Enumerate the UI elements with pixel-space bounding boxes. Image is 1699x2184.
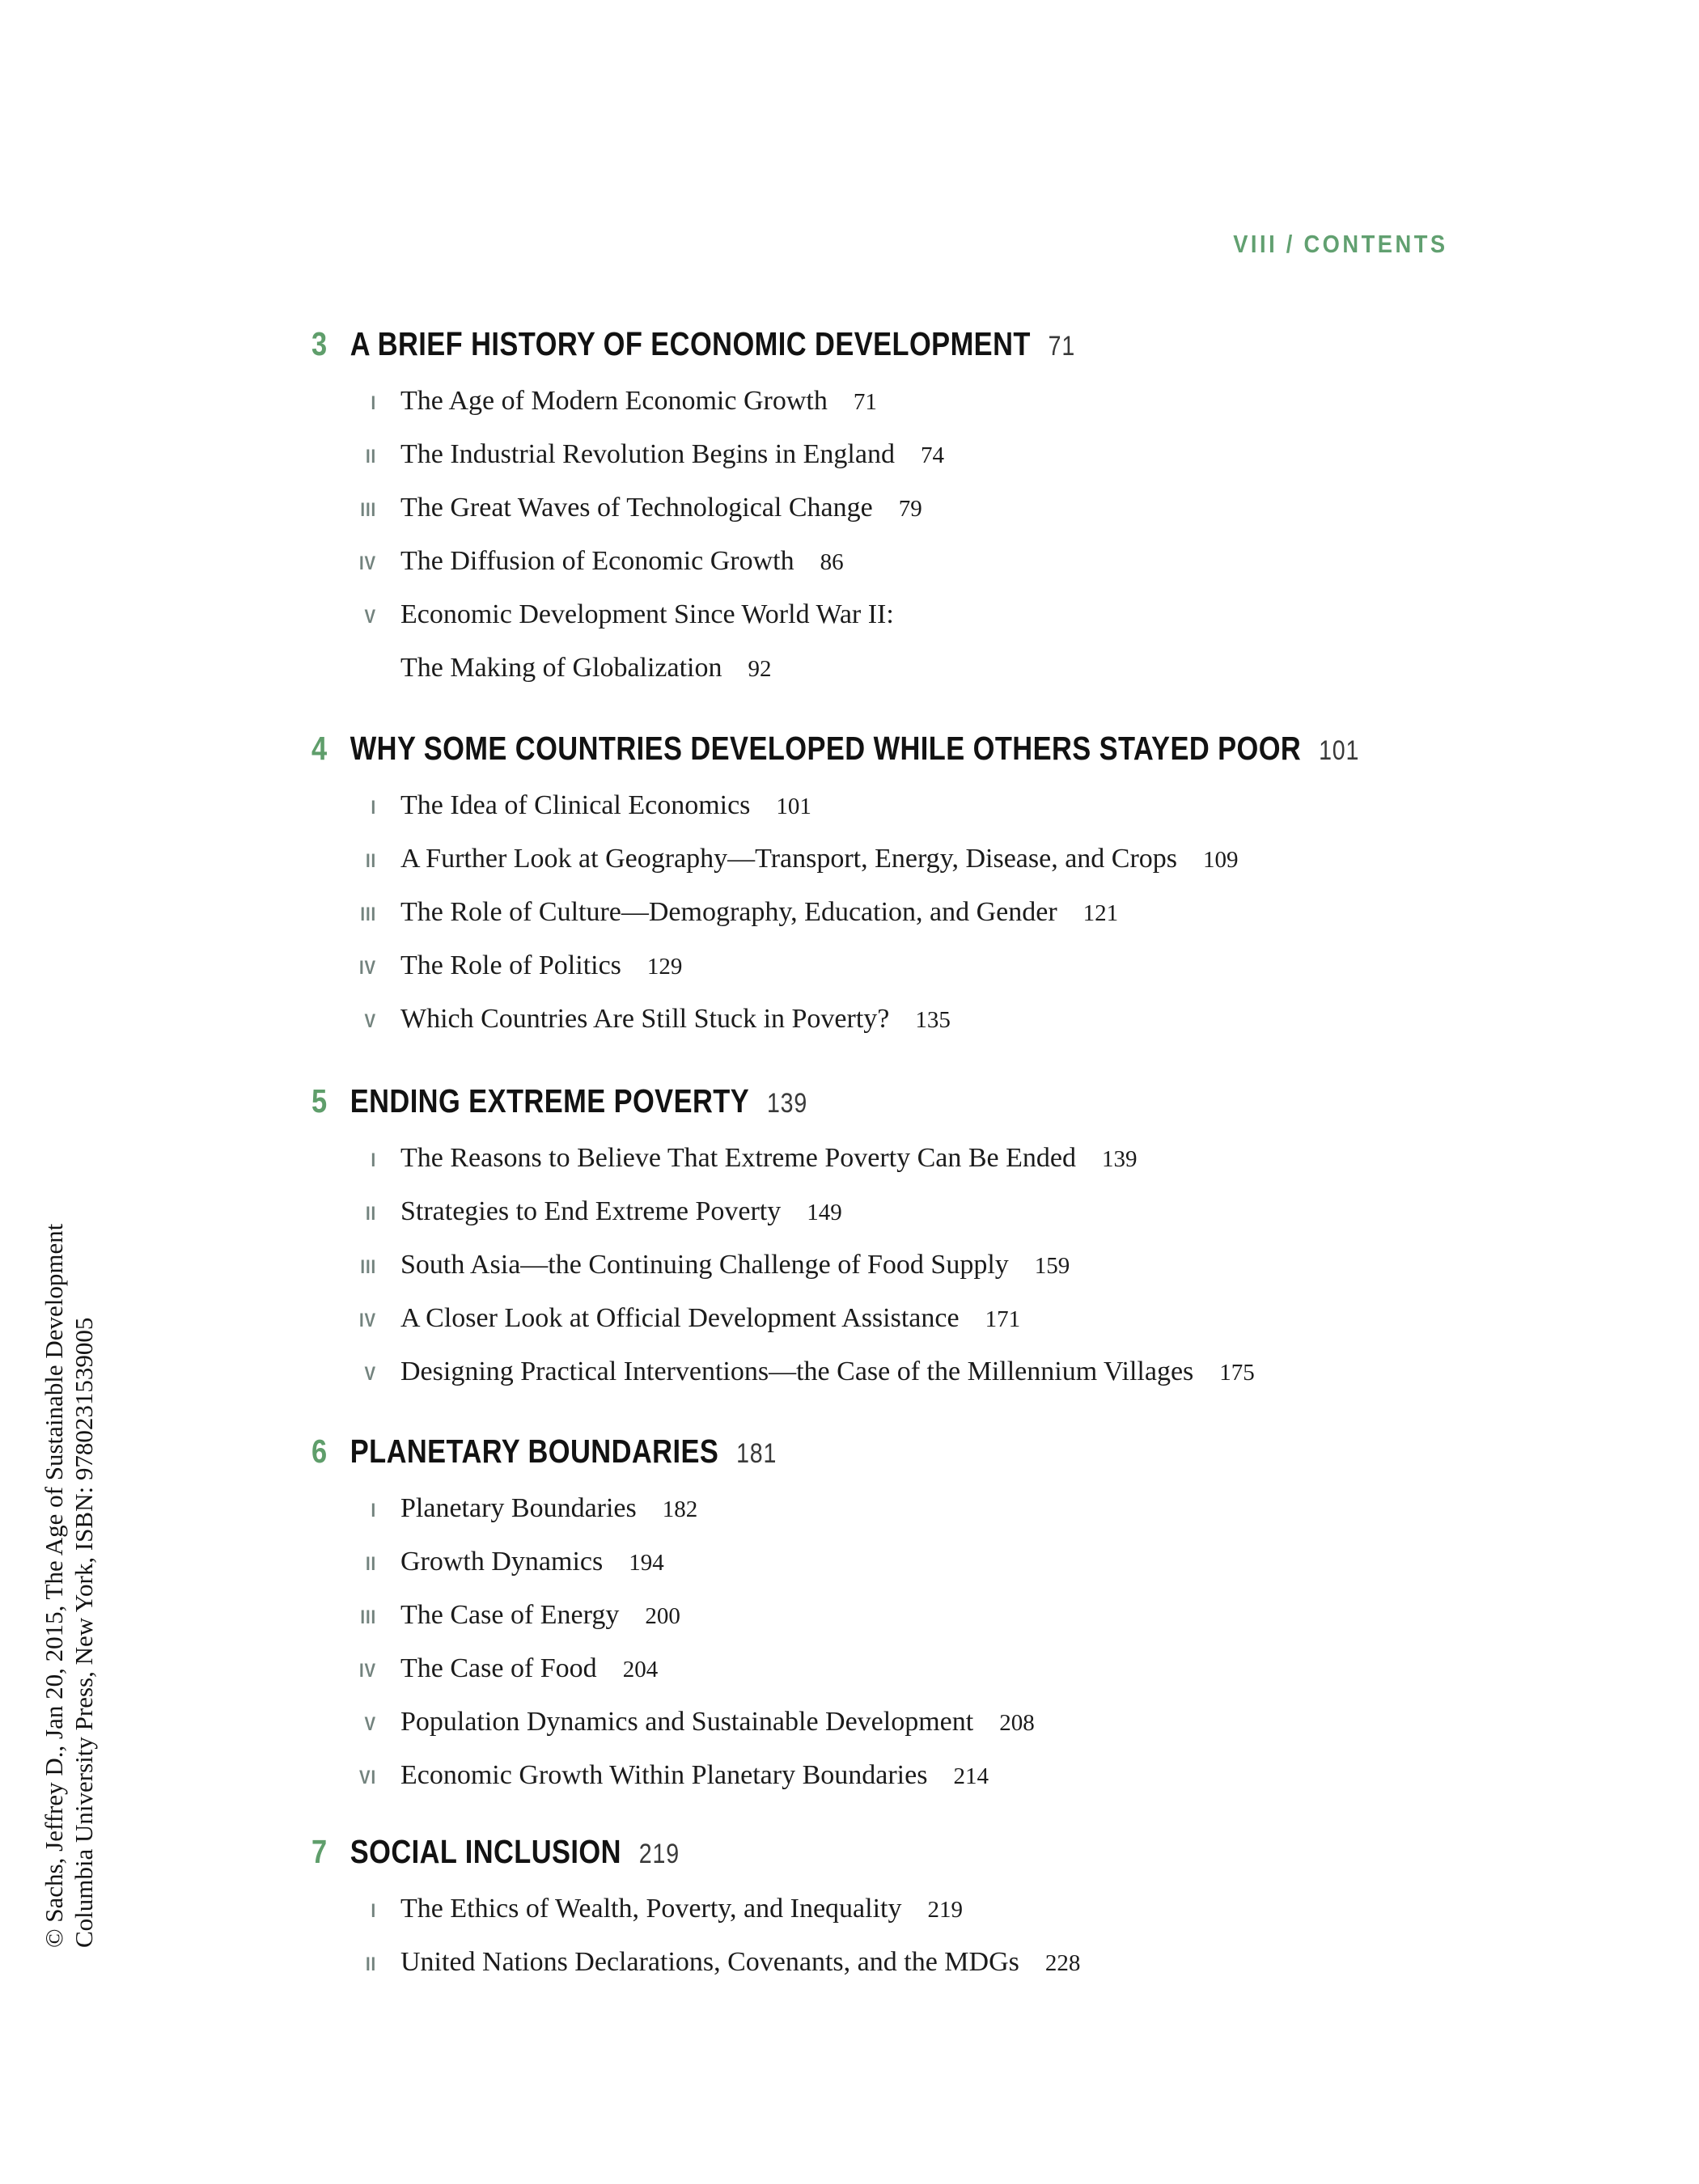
toc-item: [311, 1600, 1574, 1632]
sidebar-copyright: [39, 1224, 99, 1948]
running-head-separator: /: [1286, 230, 1296, 258]
item-title: The Case of Food: [400, 1653, 597, 1683]
chapter-heading: [311, 730, 1371, 769]
item-title: The Role of Culture—Demography, Education, and Gender: [400, 897, 1057, 927]
item-numeral: I: [371, 392, 376, 414]
item-numeral: II: [365, 1203, 376, 1225]
item-title: Which Countries Are Still Stuck in Poverty?: [400, 1004, 890, 1034]
item-page-number: 74: [920, 442, 944, 468]
running-head-title: CONTENTS: [1303, 230, 1448, 258]
item-page-number: 208: [999, 1710, 1035, 1736]
sidebar-copyright-line2: Columbia University Press, New York, ISBN: 9780231539005: [70, 1317, 98, 1948]
item-page-number: 219: [927, 1897, 963, 1923]
item-page-number: 171: [985, 1306, 1021, 1332]
item-title: Economic Development Since World War II:: [400, 599, 894, 629]
item-title: The Making of Globalization: [400, 653, 722, 683]
item-page-number: 109: [1203, 847, 1239, 873]
chapter-title: PLANETARY BOUNDARIES: [350, 1433, 719, 1470]
item-numeral: II: [365, 446, 376, 468]
item-page-number: 79: [898, 496, 922, 522]
toc-item: [311, 386, 1574, 418]
item-numeral: V: [364, 1010, 376, 1032]
chapter-page-number: 101: [1319, 735, 1360, 766]
toc-item: [311, 1493, 1574, 1526]
item-numeral: I: [371, 1900, 376, 1922]
item-page-number: 71: [853, 389, 877, 415]
toc-item: [311, 1250, 1574, 1282]
chapter-title: A BRIEF HISTORY OF ECONOMIC DEVELOPMENT: [350, 325, 1031, 362]
sidebar-copyright-line1: © Sachs, Jeffrey D., Jan 20, 2015, The Age of Sustainable Development: [40, 1223, 68, 1948]
chapter-section: [311, 1433, 1574, 1814]
toc-item: [311, 1894, 1574, 1926]
item-title: The Diffusion of Economic Growth: [400, 546, 794, 576]
item-title: The Great Waves of Technological Change: [400, 493, 873, 523]
item-numeral: II: [365, 1553, 376, 1575]
item-numeral: III: [360, 499, 376, 521]
chapter-page-number: 139: [766, 1088, 808, 1119]
chapter-page-number: 181: [736, 1438, 777, 1469]
chapter-heading: [311, 325, 1371, 365]
item-title: Population Dynamics and Sustainable Development: [400, 1707, 974, 1737]
toc-item: [311, 653, 1574, 684]
toc-item: [311, 1004, 1574, 1036]
toc-item: [311, 790, 1574, 823]
item-title: The Idea of Clinical Economics: [400, 790, 751, 820]
item-page-number: 139: [1102, 1146, 1138, 1172]
item-numeral: IV: [359, 1310, 376, 1331]
item-page-number: 194: [629, 1550, 664, 1576]
item-title: The Case of Energy: [400, 1600, 620, 1630]
toc-item: [311, 1947, 1574, 1979]
item-title: The Industrial Revolution Begins in England: [400, 439, 895, 469]
chapter-number: 4: [311, 730, 328, 767]
item-title: The Age of Modern Economic Growth: [400, 386, 828, 416]
item-numeral: II: [365, 850, 376, 872]
item-page-number: 182: [662, 1496, 698, 1522]
chapter-number: 5: [311, 1082, 328, 1120]
chapter-number: 6: [311, 1433, 328, 1470]
item-title: Designing Practical Interventions—the Case of the Millennium Villages: [400, 1357, 1194, 1386]
chapter-section: [311, 1833, 1574, 2000]
item-page-number: 86: [820, 549, 844, 575]
toc-item: [311, 599, 1574, 632]
item-numeral: V: [364, 606, 376, 628]
item-title: United Nations Declarations, Covenants, and the MDGs: [400, 1947, 1019, 1977]
toc-item: [311, 950, 1574, 983]
chapter-heading: [311, 1082, 1371, 1122]
toc-item: [311, 1303, 1574, 1335]
toc-item: [311, 546, 1574, 578]
chapter-number: 3: [311, 325, 328, 362]
item-numeral: V: [364, 1363, 376, 1385]
item-numeral: IV: [359, 1660, 376, 1682]
chapter-title: ENDING EXTREME POVERTY: [350, 1082, 750, 1120]
chapter-section: [311, 730, 1574, 1057]
chapter-heading: [311, 1433, 1371, 1472]
item-numeral: II: [365, 1953, 376, 1975]
item-title: Strategies to End Extreme Poverty: [400, 1196, 782, 1226]
running-head: [1234, 230, 1448, 259]
chapter-page-number: 71: [1048, 331, 1076, 362]
chapter-section: [311, 325, 1574, 705]
item-numeral: V: [364, 1713, 376, 1735]
toc-item: [311, 493, 1574, 525]
toc-item: [311, 897, 1574, 929]
item-numeral: VI: [359, 1767, 376, 1788]
item-title: A Closer Look at Official Development Assistance: [400, 1303, 960, 1333]
item-page-number: 92: [748, 656, 772, 682]
chapter-title: WHY SOME COUNTRIES DEVELOPED WHILE OTHERS STAYED POOR: [350, 730, 1302, 767]
item-page-number: 228: [1044, 1950, 1081, 1976]
item-title: Growth Dynamics: [400, 1547, 604, 1577]
item-numeral: III: [360, 904, 376, 925]
toc-item: [311, 1653, 1574, 1686]
item-title: The Reasons to Believe That Extreme Poverty Can Be Ended: [400, 1143, 1076, 1173]
item-title: A Further Look at Geography—Transport, Energy, Disease, and Crops: [400, 844, 1178, 874]
item-page-number: 214: [953, 1763, 989, 1789]
toc-item: [311, 439, 1574, 472]
item-numeral: IV: [359, 957, 376, 979]
chapter-heading: [311, 1833, 1371, 1873]
chapter-title: SOCIAL INCLUSION: [350, 1833, 621, 1870]
toc-item: [311, 1196, 1574, 1229]
item-numeral: III: [360, 1256, 376, 1278]
item-numeral: III: [360, 1606, 376, 1628]
toc-item: [311, 844, 1574, 876]
item-numeral: IV: [359, 552, 376, 574]
chapter-section: [311, 1082, 1574, 1410]
chapter-number: 7: [311, 1833, 328, 1870]
item-title: Planetary Boundaries: [400, 1493, 637, 1523]
item-numeral: I: [371, 1500, 376, 1522]
item-numeral: I: [371, 1149, 376, 1171]
toc-item: [311, 1357, 1574, 1389]
item-page-number: 129: [646, 954, 683, 980]
item-page-number: 204: [622, 1657, 659, 1682]
item-title: South Asia—the Continuing Challenge of Food Supply: [400, 1250, 1009, 1280]
item-title: The Role of Politics: [400, 950, 621, 980]
item-page-number: 149: [807, 1200, 842, 1225]
toc-item: [311, 1760, 1574, 1792]
item-page-number: 200: [645, 1603, 680, 1629]
item-numeral: I: [371, 797, 376, 819]
item-page-number: 121: [1083, 900, 1119, 926]
item-title: Economic Growth Within Planetary Boundaries: [400, 1760, 928, 1790]
item-title: The Ethics of Wealth, Poverty, and Inequality: [400, 1894, 902, 1924]
toc-item: [311, 1547, 1574, 1579]
chapter-page-number: 219: [638, 1839, 680, 1869]
toc-item: [311, 1143, 1574, 1175]
item-page-number: 175: [1219, 1360, 1255, 1386]
item-page-number: 101: [776, 794, 811, 819]
running-head-page-label: VIII: [1233, 230, 1278, 258]
toc-item: [311, 1707, 1574, 1739]
item-page-number: 159: [1034, 1253, 1070, 1279]
item-page-number: 135: [915, 1007, 951, 1033]
